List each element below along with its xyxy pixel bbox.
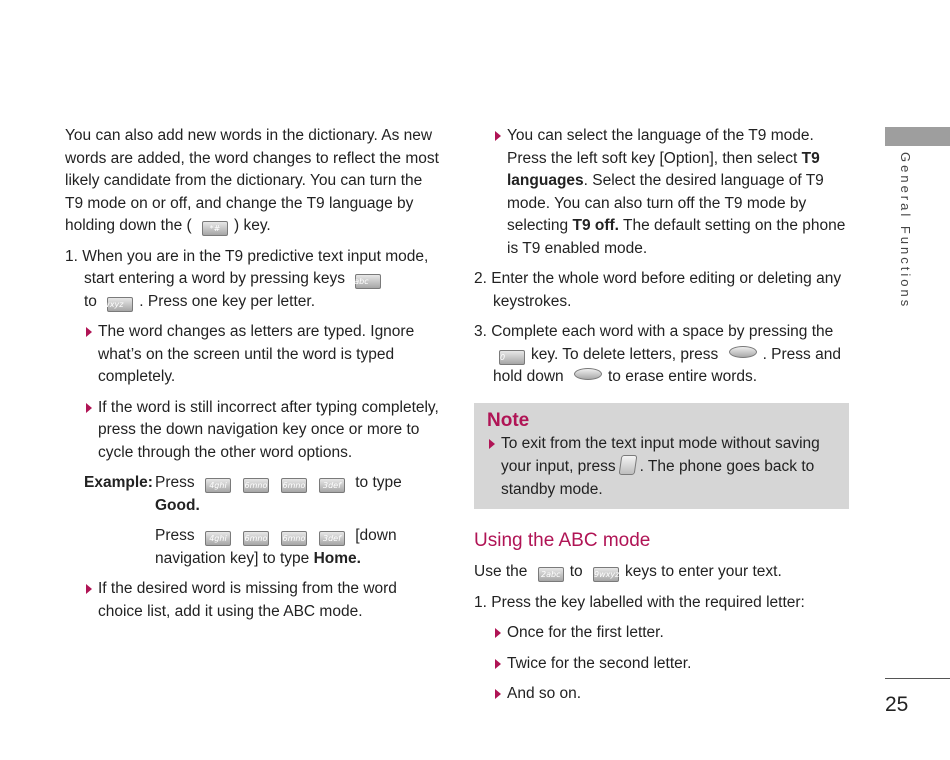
key-9-icon: 9wxyz xyxy=(107,297,133,312)
key-6-icon: 6mno xyxy=(281,531,307,546)
list-item: The word changes as letters are typed. Ignore what’s on the screen until the word is typed completely. xyxy=(84,321,440,389)
triangle-bullet-icon xyxy=(86,584,92,594)
page-number: 25 xyxy=(885,693,909,716)
note-box xyxy=(474,403,849,510)
key-2-icon: 2abc xyxy=(538,567,564,582)
example-label: Example: xyxy=(84,474,153,491)
abc-bullets xyxy=(493,622,849,706)
footer-rule xyxy=(885,678,950,679)
left-column xyxy=(65,125,440,631)
list-item: If the desired word is missing from the word choice list, add it using the ABC mode. xyxy=(84,578,440,623)
list-item: You can select the language of the T9 mode. Press the left soft key [Option], then select T9 languages. Select the desired language of T9 mode. You can also turn off the T9 mode by selecting T9 off. The default setting on the phone is T9 enabled mode. xyxy=(493,125,849,260)
key-6-icon: 6mno xyxy=(243,478,269,493)
example-home: Press 4ghi 6mno 6mno 3def [down navigation key] to type Home. xyxy=(155,527,397,567)
step-3: 3. Complete each word with a space by pressing the 0 key. To delete letters, press . Press and hold down to erase entire words. xyxy=(474,323,841,385)
abc-step-1: 1. Press the key labelled with the required letter: xyxy=(474,593,805,611)
key-4-icon: 4ghi xyxy=(205,478,231,493)
key-2-icon: 2abc xyxy=(355,274,381,289)
end-key-icon xyxy=(618,455,637,475)
key-0-icon: 0 xyxy=(499,350,525,365)
key-6-icon: 6mno xyxy=(281,478,307,493)
section-title: Using the ABC mode xyxy=(474,530,651,551)
key-3-icon: 3def xyxy=(319,531,345,546)
list-item: And so on. xyxy=(493,683,849,706)
side-section-label: General Functions xyxy=(898,152,913,310)
triangle-bullet-icon xyxy=(86,403,92,413)
abc-intro: Use the 2abc to 9wxyz keys to enter your text. xyxy=(474,563,782,580)
triangle-bullet-icon xyxy=(86,327,92,337)
triangle-bullet-icon xyxy=(495,628,501,638)
star-key-icon: *# xyxy=(202,221,228,236)
triangle-bullet-icon xyxy=(495,131,501,141)
clear-key-icon xyxy=(574,368,602,380)
triangle-bullet-icon xyxy=(489,439,495,449)
key-9-icon: 9wxyz xyxy=(593,567,619,582)
note-title: Note xyxy=(487,409,530,431)
example-good: Example: Press 4ghi 6mno 6mno 3def to type Good. xyxy=(84,474,402,514)
right-column xyxy=(474,125,849,714)
clear-key-icon xyxy=(729,346,757,358)
triangle-bullet-icon xyxy=(495,689,501,699)
section-tab xyxy=(885,127,950,146)
list-item: If the word is still incorrect after typing completely, press the down navigation key once or more to cycle through the other word options. xyxy=(84,397,440,465)
list-item: Twice for the second letter. xyxy=(493,653,849,676)
key-6-icon: 6mno xyxy=(243,531,269,546)
step-2: 2. Enter the whole word before editing or deleting any keystrokes. xyxy=(474,270,842,310)
note-text: To exit from the text input mode without saving your input, press . The phone goes back to standby mode. xyxy=(487,433,835,502)
list-item: Once for the first letter. xyxy=(493,622,849,645)
step-1: 1. When you are in the T9 predictive text input mode, start entering a word by pressing keys 2abc to 9wxyz . Press one key per letter. xyxy=(65,247,429,310)
triangle-bullet-icon xyxy=(495,659,501,669)
step-1-bullets xyxy=(84,321,440,623)
intro-paragraph: You can also add new words in the dictionary. As new words are added, the word changes to reflect the most likely candidate from the dictionary. You can turn the T9 mode on or off, and change the T9 language by holding down the ( *# ) key. xyxy=(65,127,439,234)
key-3-icon: 3def xyxy=(319,478,345,493)
key-4-icon: 4ghi xyxy=(205,531,231,546)
